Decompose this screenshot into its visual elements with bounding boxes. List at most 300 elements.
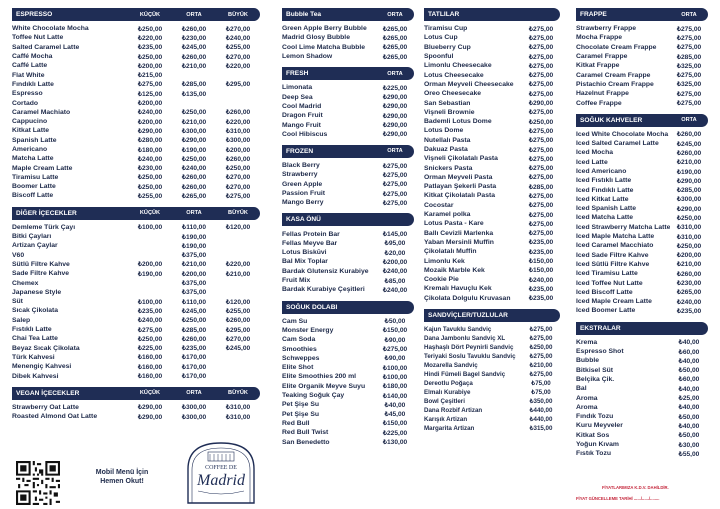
- menu-item: [424, 379, 560, 388]
- item-name: Yaban Mersinli Muffin: [424, 238, 494, 246]
- menu-item: [282, 257, 414, 266]
- item-price: ₺220,00: [137, 34, 163, 42]
- menu-section-diger-icecekler: [12, 207, 260, 381]
- menu-item: [576, 412, 708, 421]
- item-name: Elite Organik Meyve Suyu: [282, 382, 366, 390]
- menu-item: [12, 33, 260, 42]
- item-price: ₺275,00: [528, 146, 554, 154]
- item-price: ₺325,00: [676, 62, 702, 70]
- menu-item: [424, 343, 560, 352]
- menu-item: [12, 371, 260, 380]
- section-title: FROZEN: [286, 147, 314, 155]
- item-price: ₺200,00: [676, 252, 702, 260]
- item-price: ₺225,00: [382, 84, 408, 92]
- menu-item: [424, 191, 560, 200]
- menu-item: [576, 260, 708, 269]
- item-price: ₺240,00: [181, 165, 207, 173]
- item-price: ₺275,00: [382, 199, 408, 207]
- item-price: ₺375,00: [181, 252, 207, 260]
- item-price: ₺310,00: [225, 404, 251, 412]
- item-price: ₺250,00: [676, 214, 702, 222]
- item-price: ₺235,00: [181, 345, 207, 353]
- item-name: Lotus Cheesecake: [424, 71, 484, 79]
- item-price: ₺285,00: [676, 53, 702, 61]
- item-price: ₺275,00: [528, 34, 554, 42]
- size-column-header: ORTA: [186, 210, 202, 217]
- item-name: Blueberry Cup: [424, 43, 471, 51]
- item-price: ₺250,00: [225, 165, 251, 173]
- item-price: ₺200,00: [137, 261, 163, 269]
- item-name: Chai Tea Latte: [12, 335, 58, 343]
- menu-item: [576, 195, 708, 204]
- menu-item: [424, 370, 560, 379]
- item-name: Flat White: [12, 71, 45, 79]
- item-name: Elite Smoothies 200 ml: [282, 373, 357, 381]
- item-price: ₺90,00: [384, 355, 406, 363]
- item-name: Lemon Shadow: [282, 53, 333, 61]
- menu-item: [576, 130, 708, 139]
- promo-line-2: Hemen Okut!: [100, 478, 144, 485]
- item-name: Bubble: [576, 357, 600, 365]
- item-price: ₺290,00: [676, 177, 702, 185]
- item-price: ₺75,00: [531, 380, 551, 388]
- item-price: ₺265,00: [382, 25, 408, 33]
- item-name: Cappucino: [12, 118, 48, 126]
- section-header: [282, 145, 414, 158]
- item-price: ₺275,00: [528, 53, 554, 61]
- item-price: ₺295,00: [225, 81, 251, 89]
- column-3: [424, 8, 560, 439]
- size-column-header: BÜYÜK: [228, 210, 248, 217]
- item-price: ₺290,00: [137, 413, 163, 421]
- item-name: Bowl Çeşitleri: [424, 398, 465, 406]
- item-price: ₺300,00: [676, 196, 702, 204]
- menu-item: [12, 306, 260, 315]
- menu-item: [282, 248, 414, 257]
- menu-item: [282, 372, 414, 381]
- menu-item: [282, 170, 414, 179]
- item-price: ₺160,00: [137, 373, 163, 381]
- item-price: ₺125,00: [137, 90, 163, 98]
- item-price: ₺225,00: [137, 345, 163, 353]
- section-header: [282, 301, 414, 314]
- item-price: ₺120,00: [225, 298, 251, 306]
- item-price: ₺235,00: [676, 307, 702, 315]
- item-price: ₺235,00: [137, 44, 163, 52]
- item-price: ₺290,00: [137, 404, 163, 412]
- item-name: Maple Cream Latte: [12, 164, 73, 172]
- menu-item: [282, 111, 414, 120]
- item-name: Iced Kitkat Latte: [576, 195, 629, 203]
- item-name: Krema: [576, 338, 598, 346]
- item-name: Spanish Latte: [12, 136, 57, 144]
- item-name: Türk Kahvesi: [12, 353, 55, 361]
- menu-item: [12, 173, 260, 182]
- item-price: ₺200,00: [137, 118, 163, 126]
- item-price: ₺245,00: [181, 44, 207, 52]
- menu-section-soguk-kahveler: [576, 114, 708, 316]
- vat-note: FİYATLARIMIZA K.D.V. DAHİLDİR.: [602, 485, 669, 490]
- item-name: Cortado: [12, 99, 39, 107]
- item-price: ₺265,00: [676, 289, 702, 297]
- menu-item: [576, 80, 708, 89]
- item-name: Iced Spanish Latte: [576, 205, 637, 213]
- item-name: Dana Rozbif Artizan: [424, 407, 483, 415]
- item-price: ₺145,00: [382, 231, 408, 239]
- menu-section-frappe: [576, 8, 708, 108]
- menu-item: [424, 70, 560, 79]
- item-name: Kitkat Latte: [12, 127, 50, 135]
- menu-item: [282, 410, 414, 419]
- item-price: ₺250,00: [181, 109, 207, 117]
- item-price: ₺100,00: [382, 373, 408, 381]
- item-price: ₺275,00: [528, 81, 554, 89]
- item-name: Passion Fruit: [282, 190, 326, 197]
- item-name: Kitkat Frappe: [576, 62, 620, 70]
- item-price: ₺235,00: [528, 285, 554, 293]
- menu-item: [576, 297, 708, 306]
- item-name: Chemex: [12, 279, 39, 287]
- item-price: ₺275,00: [529, 325, 553, 333]
- item-name: Çikolatalı Muffin: [424, 248, 477, 256]
- item-price: ₺150,00: [528, 258, 554, 266]
- item-price: ₺275,00: [529, 334, 553, 342]
- item-name: Haşhaşlı Dört Peynirli Sandviç: [424, 344, 514, 352]
- item-price: ₺250,00: [137, 53, 163, 61]
- item-price: ₺290,00: [382, 94, 408, 102]
- item-name: Coffee Frappe: [576, 99, 622, 107]
- menu-item: [424, 388, 560, 397]
- item-name: Caramel Frappe: [576, 53, 628, 61]
- menu-item: [282, 43, 414, 52]
- item-price: ₺40,00: [678, 339, 700, 347]
- item-name: Bal: [576, 385, 587, 393]
- menu-item: [282, 335, 414, 344]
- item-name: Cookie Pie: [424, 276, 459, 284]
- item-name: Mango Berry: [282, 199, 324, 207]
- item-price: ₺50,00: [678, 432, 700, 440]
- item-name: Aroma: [576, 403, 598, 411]
- menu-item: [424, 136, 560, 145]
- section-title: SANDVİÇLER/TUZLULAR: [428, 311, 508, 319]
- section-header: [12, 387, 260, 400]
- item-name: Salted Caramel Latte: [12, 43, 80, 51]
- item-name: Iced Caramel Macchiato: [576, 242, 654, 250]
- item-price: ₺200,00: [382, 258, 408, 266]
- menu-item: [282, 267, 414, 276]
- menu-item: [12, 61, 260, 70]
- item-price: ₺315,00: [529, 425, 553, 433]
- item-price: ₺240,00: [225, 34, 251, 42]
- item-name: Iced Mocha: [576, 149, 614, 157]
- item-name: Japanese Style: [12, 288, 62, 296]
- item-price: ₺40,00: [678, 385, 700, 393]
- menu-item: [576, 288, 708, 297]
- menu-item: [424, 182, 560, 191]
- menu-item: [282, 180, 414, 189]
- item-name: Elite Shot: [282, 364, 314, 372]
- section-title: SOĞUK DOLABI: [286, 303, 338, 311]
- item-price: ₺275,00: [528, 25, 554, 33]
- item-name: Madrid Glosy Bubble: [282, 34, 350, 42]
- item-price: ₺300,00: [181, 404, 207, 412]
- section-title: ESPRESSO: [16, 11, 53, 18]
- item-price: ₺260,00: [225, 317, 251, 325]
- menu-item: [282, 344, 414, 353]
- menu-item: [12, 334, 260, 343]
- menu-item: [424, 173, 560, 182]
- item-name: Red Bull: [282, 419, 310, 427]
- item-price: ₺275,00: [528, 165, 554, 173]
- item-name: White Chocolate Mocha: [12, 25, 89, 33]
- item-name: Teriyaki Soslu Tavuklu Sandviç: [424, 353, 516, 361]
- item-name: Cool Hibiscus: [282, 130, 328, 138]
- item-price: ₺275,00: [528, 211, 554, 219]
- item-price: ₺45,00: [384, 411, 406, 419]
- item-price: ₺440,00: [529, 407, 553, 415]
- item-name: Iced Tiramisu Latte: [576, 270, 638, 278]
- section-header: [282, 8, 414, 21]
- item-price: ₺170,00: [181, 373, 207, 381]
- item-name: Black Berry: [282, 162, 320, 170]
- item-name: San Sebastian: [424, 99, 471, 107]
- section-header: [12, 207, 260, 220]
- menu-item: [424, 61, 560, 70]
- item-name: Fruit Mix: [282, 277, 311, 285]
- menu-item: [12, 269, 260, 278]
- item-price: ₺255,00: [225, 44, 251, 52]
- item-price: ₺275,00: [676, 34, 702, 42]
- menu-item: [576, 33, 708, 42]
- item-name: Lotus Dome: [424, 127, 464, 135]
- menu-item: [282, 276, 414, 285]
- size-column-header: BÜYÜK: [228, 11, 248, 18]
- menu-item: [576, 185, 708, 194]
- item-price: ₺270,00: [225, 174, 251, 182]
- menu-item: [424, 294, 560, 303]
- menu-item: [12, 43, 260, 52]
- item-name: Espresso: [12, 90, 43, 98]
- item-name: Strawberry: [282, 171, 318, 179]
- item-name: Vişneli Çikolatalı Pasta: [424, 155, 498, 163]
- menu-item: [424, 229, 560, 238]
- item-price: ₺260,00: [676, 131, 702, 139]
- item-price: ₺250,00: [181, 155, 207, 163]
- item-price: ₺40,00: [678, 404, 700, 412]
- item-price: ₺225,00: [382, 429, 408, 437]
- item-name: Kitkat Çikolatalı Pasta: [424, 192, 496, 200]
- item-price: ₺240,00: [382, 268, 408, 276]
- item-name: Caffé Mocha: [12, 53, 53, 61]
- section-header: [12, 8, 260, 21]
- item-name: Red Bull Twist: [282, 429, 329, 437]
- menu-item: [12, 52, 260, 61]
- item-price: ₺260,00: [181, 53, 207, 61]
- section-title: TATLILAR: [428, 11, 460, 18]
- menu-item: [282, 83, 414, 92]
- menu-item: [576, 89, 708, 98]
- item-price: ₺275,00: [676, 90, 702, 98]
- menu-item: [424, 352, 560, 361]
- menu-item: [282, 52, 414, 61]
- menu-item: [424, 397, 560, 406]
- price-update-note: FİYAT GÜNCELLEME TARİHİ ....../....../........: [576, 496, 660, 501]
- item-name: Dakuaz Pasta: [424, 146, 468, 153]
- menu-item: [12, 154, 260, 163]
- item-price: ₺235,00: [528, 295, 554, 303]
- menu-item: [424, 24, 560, 33]
- section-title: SOĞUK KAHVELER: [580, 116, 643, 124]
- menu-item: [424, 256, 560, 265]
- item-price: ₺275,00: [528, 62, 554, 70]
- menu-item: [424, 52, 560, 61]
- menu-item: [12, 223, 260, 232]
- item-price: ₺40,00: [678, 422, 700, 430]
- item-price: ₺300,00: [225, 137, 251, 145]
- item-price: ₺150,00: [382, 420, 408, 428]
- menu-item: [576, 213, 708, 222]
- item-name: Ballı Cevizli Marlenka: [424, 229, 494, 237]
- menu-item: [12, 241, 260, 250]
- menu-item: [12, 136, 260, 145]
- menu-item: [12, 325, 260, 334]
- section-title: DİĞER İÇECEKLER: [16, 209, 77, 217]
- item-price: ₺290,00: [137, 127, 163, 135]
- item-name: Mango Fruit: [282, 121, 321, 129]
- item-name: Patlayan Şekerli Pasta: [424, 183, 497, 191]
- item-price: ₺440,00: [529, 416, 553, 424]
- item-name: Mocha Frappe: [576, 34, 623, 42]
- item-price: ₺245,00: [181, 307, 207, 315]
- menu-item: [576, 204, 708, 213]
- item-price: ₺130,00: [382, 439, 408, 447]
- item-name: Iced Fıstıklı Latte: [576, 177, 632, 185]
- item-price: ₺275,00: [528, 220, 554, 228]
- item-price: ₺260,00: [225, 109, 251, 117]
- menu-item: [576, 375, 708, 384]
- menu-item: [12, 98, 260, 107]
- item-price: ₺260,00: [181, 25, 207, 33]
- item-name: Margarita Artizan: [424, 425, 475, 433]
- item-price: ₺300,00: [181, 127, 207, 135]
- item-price: ₺180,00: [382, 383, 408, 391]
- menu-section-fresh: [282, 67, 414, 139]
- section-header: [282, 213, 414, 226]
- item-name: Bal Mix Toplar: [282, 258, 328, 266]
- item-price: ₺245,00: [676, 140, 702, 148]
- item-price: ₺290,00: [676, 205, 702, 213]
- menu-item: [12, 232, 260, 241]
- item-name: Iced Matcha Latte: [576, 214, 634, 222]
- column-4: [576, 8, 708, 464]
- menu-item: [424, 424, 560, 433]
- item-name: Kremalı Havuçlu Kek: [424, 285, 492, 293]
- menu-item: [282, 33, 414, 42]
- menu-item: [424, 247, 560, 256]
- item-price: ₺240,00: [382, 286, 408, 294]
- menu-item: [424, 284, 560, 293]
- menu-item: [282, 419, 414, 428]
- size-column-header: ORTA: [681, 11, 697, 18]
- menu-item: [12, 145, 260, 154]
- item-price: ₺275,00: [382, 171, 408, 179]
- item-name: Bardak Kurabiye Çeşitleri: [282, 286, 365, 294]
- menu-item: [576, 269, 708, 278]
- menu-section-vegan-icecekler: [12, 387, 260, 422]
- item-price: ₺275,00: [528, 109, 554, 117]
- item-name: Elmalı Kurabiye: [424, 389, 471, 397]
- menu-section-bubble-tea: [282, 8, 414, 61]
- menu-item: [282, 363, 414, 372]
- item-name: V60: [12, 251, 25, 259]
- item-price: ₺200,00: [225, 146, 251, 154]
- section-title: FRAPPE: [580, 11, 607, 18]
- item-price: ₺275,00: [676, 44, 702, 52]
- item-price: ₺210,00: [529, 362, 553, 370]
- item-name: Aroma: [576, 394, 598, 402]
- menu-item: [576, 440, 708, 449]
- menu-item: [12, 182, 260, 191]
- item-price: ₺275,00: [137, 326, 163, 334]
- item-name: Iced Biscoff Latte: [576, 288, 633, 296]
- item-name: Demleme Türk Çayı: [12, 223, 76, 231]
- item-name: Pistachio Cream Frappe: [576, 80, 654, 88]
- menu-item: [576, 306, 708, 315]
- column-2: [282, 8, 414, 453]
- menu-item: [576, 176, 708, 185]
- menu-item: [282, 437, 414, 446]
- menu-item: [12, 191, 260, 200]
- item-name: Pet Şişe Su: [282, 410, 320, 418]
- item-name: Fıstık Tozu: [576, 450, 611, 458]
- item-price: ₺240,00: [137, 155, 163, 163]
- item-name: Boomer Latte: [12, 183, 56, 191]
- item-price: ₺240,00: [528, 276, 554, 284]
- item-name: Iced Maple Matcha Latte: [576, 233, 655, 241]
- menu-item: [12, 344, 260, 353]
- menu-item: [576, 61, 708, 70]
- menu-item: [576, 278, 708, 287]
- menu-item: [282, 130, 414, 139]
- item-price: ₺240,00: [137, 317, 163, 325]
- item-price: ₺275,00: [528, 192, 554, 200]
- item-name: Spoonful: [424, 53, 454, 61]
- item-name: Tiramisu Latte: [12, 173, 59, 181]
- menu-section-frozen: [282, 145, 414, 207]
- item-price: ₺240,00: [676, 298, 702, 306]
- item-price: ₺210,00: [181, 261, 207, 269]
- item-price: ₺270,00: [225, 335, 251, 343]
- menu-item: [12, 297, 260, 306]
- item-price: ₺50,00: [384, 318, 406, 326]
- menu-item: [282, 189, 414, 198]
- item-price: ₺160,00: [137, 363, 163, 371]
- item-name: Mozaik Marble Kek: [424, 266, 485, 274]
- item-name: Pet Şişe Su: [282, 401, 320, 409]
- item-name: Dana Jambonlu Sandviç XL: [424, 334, 506, 342]
- item-name: Biscoff Latte: [12, 192, 54, 200]
- menu-item: [576, 431, 708, 440]
- item-price: ₺250,00: [181, 317, 207, 325]
- item-price: ₺250,00: [528, 118, 554, 126]
- item-price: ₺285,00: [528, 183, 554, 191]
- menu-item: [282, 391, 414, 400]
- item-price: ₺275,00: [528, 72, 554, 80]
- item-name: Cool Lime Matcha Bubble: [282, 43, 366, 51]
- item-name: Iced Toffee Nut Latte: [576, 279, 643, 287]
- menu-item: [576, 251, 708, 260]
- size-column-header: ORTA: [387, 11, 403, 18]
